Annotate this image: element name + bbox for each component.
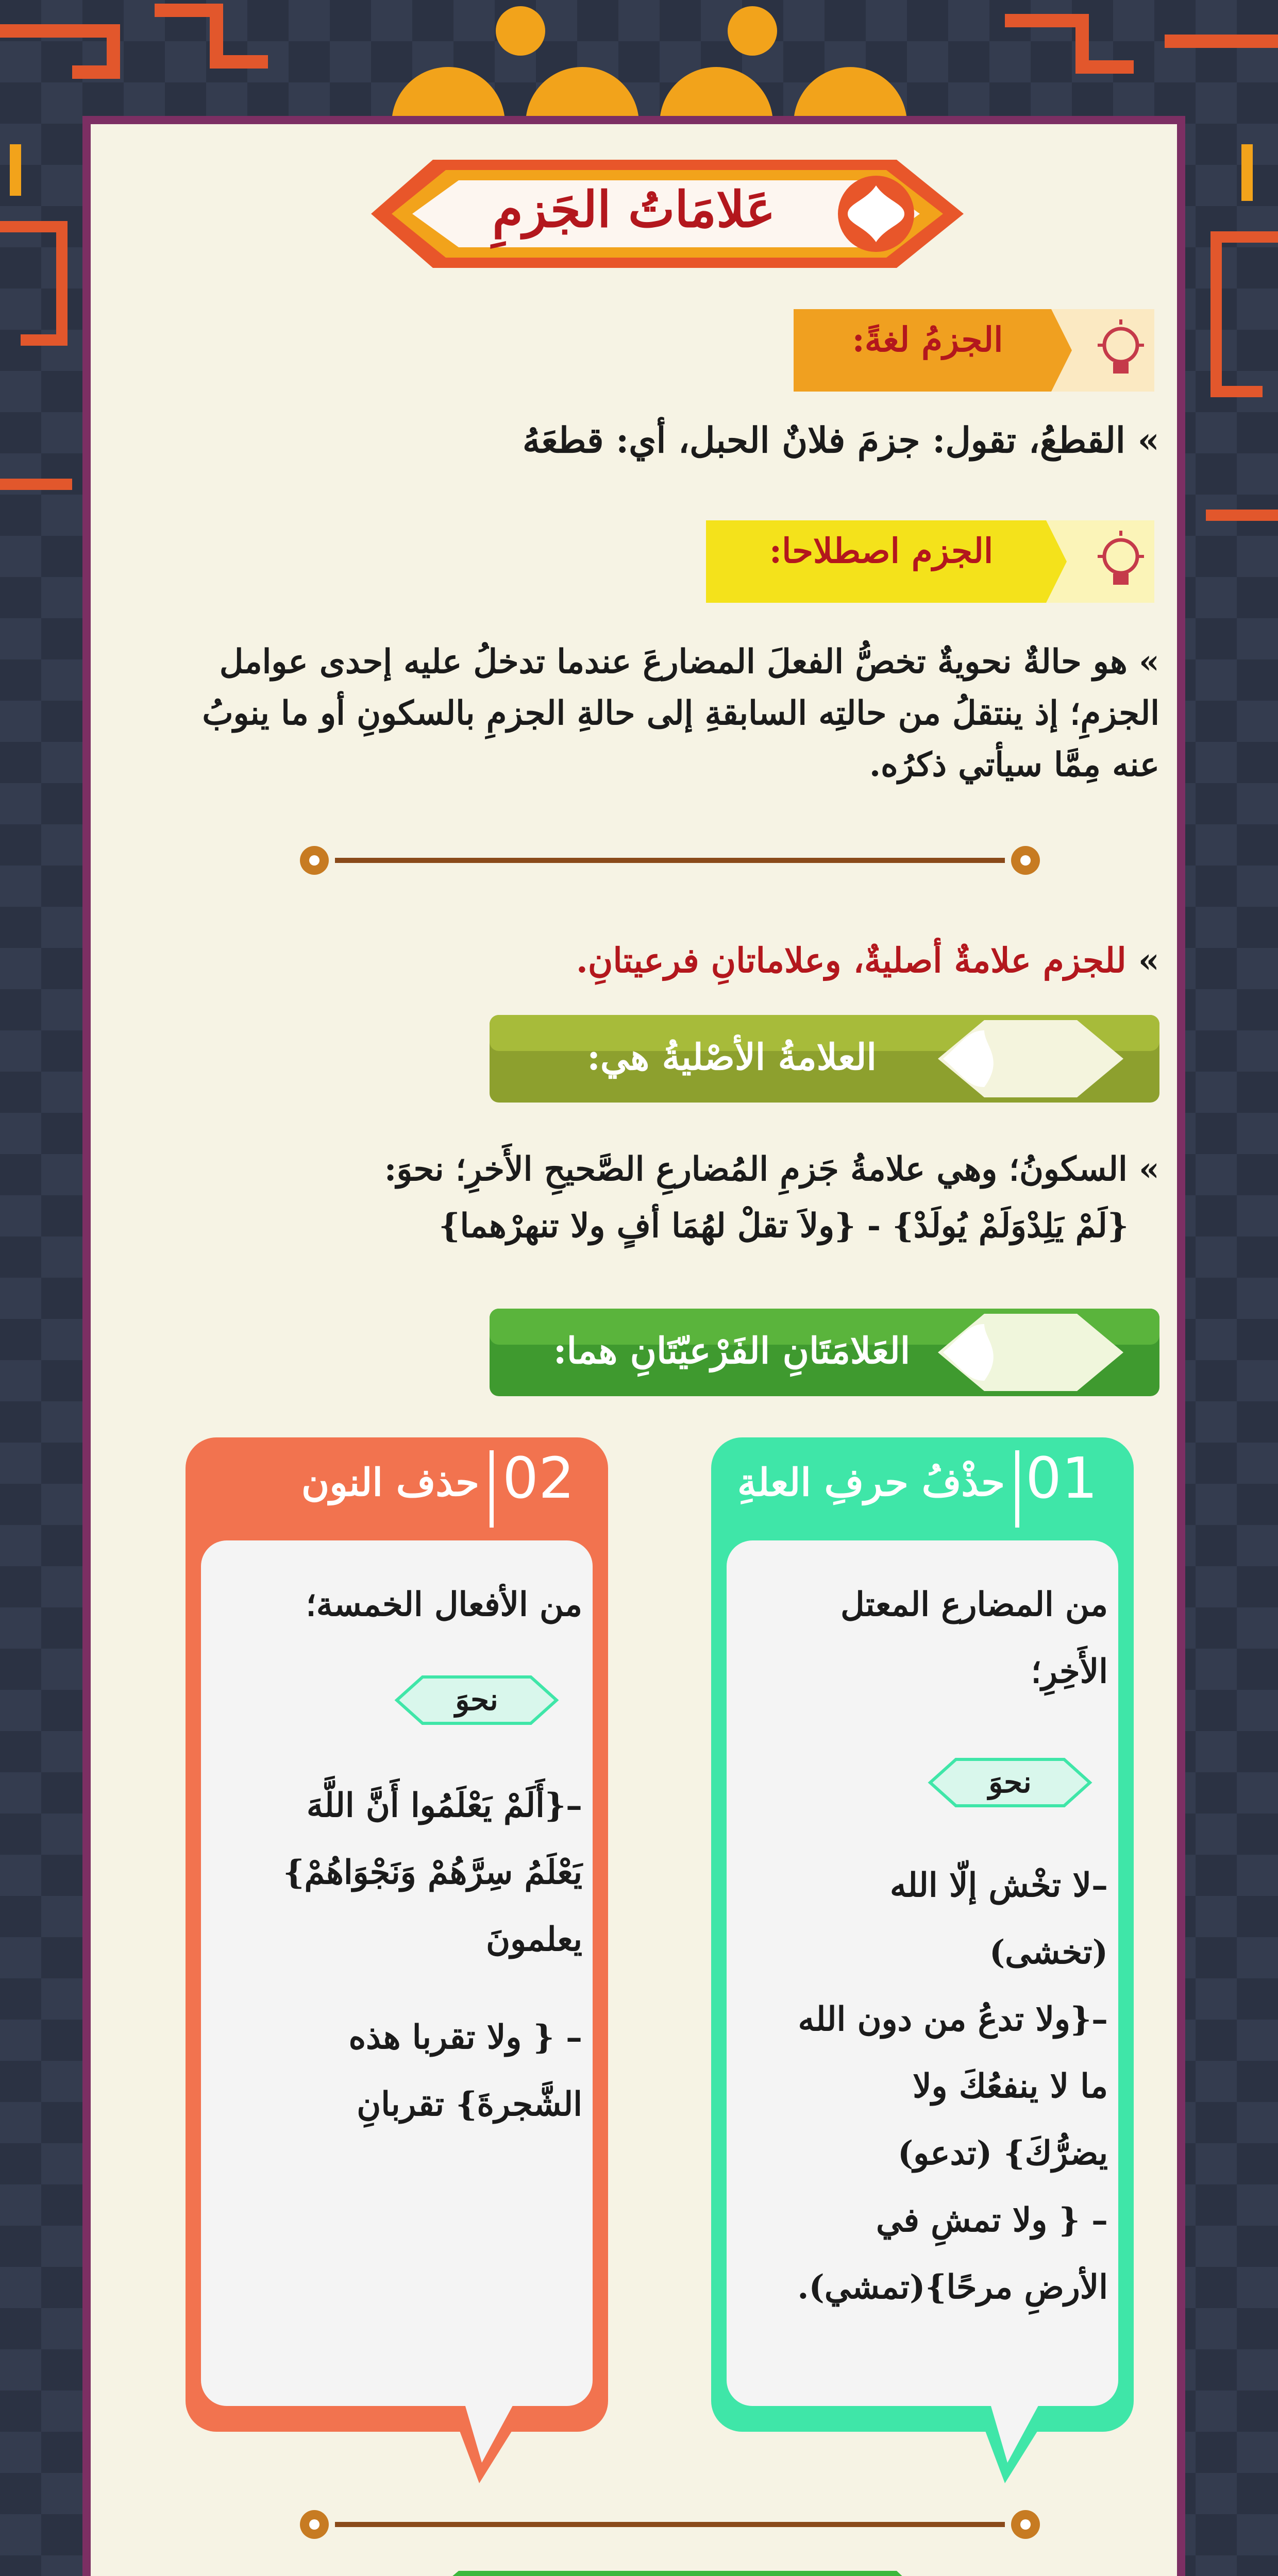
fariyya-heading: العَلامَتَانِ الفَرْعيّتَانِ هما: [553, 1329, 911, 1372]
lugha-heading: الجزمُ لغةً: [852, 319, 1003, 360]
card1-title: حذْفُ حرفِ العلةِ [737, 1461, 1005, 1505]
card1-examples [747, 1852, 1108, 2321]
card1-ex2-line2: ما لا ينفعُكَ ولا [913, 2067, 1108, 2106]
card1-number: 01 [1025, 1445, 1098, 1511]
lugha-text: القطعُ، تقول: جزمَ فلانٌ الحبل، أي: قطعَهُ [522, 420, 1125, 461]
card1-ex3-line2: الأرضِ مرحًا}(تمشي). [797, 2268, 1108, 2307]
card1-ex1-line1: –لا تخْش إلّا الله [889, 1866, 1108, 1905]
card2-ex2-line1: – { ولا تقربا هذه [348, 2018, 582, 2057]
card2-ex2-line2: الشَّجرةَ} تقربانِ [357, 2085, 582, 2124]
istilah-line-3: عنه مِمَّا سيأتي ذكرُه. [869, 745, 1159, 784]
bullet-lugha: » القطعُ، تقول: جزمَ فلانٌ الحبل، أي: قطعَهُ [522, 420, 1159, 461]
card1-line-1: من المضارع المعتل [840, 1585, 1108, 1624]
card2-line-1: من الأفعال الخمسة؛ [306, 1585, 582, 1624]
intro-line: » للجزم علامةٌ أصليةٌ، وعلاماتانِ فرعيتانِ. [576, 940, 1159, 980]
asliyya-line-1: السكونُ؛ وهي علامةُ جَزمِ المُضارعِ الصَّحيحِ الأَخرِ؛ نحوَ: [384, 1150, 1128, 1189]
asliyya-paragraph: » السكونُ؛ وهي علامةُ جَزمِ المُضارعِ الصَّحيحِ الأَخرِ؛ نحوَ: {لَمْ يَلِدْوَلَمْ يُولَدْ} - {ولاَ تقلْ لهُمَا أفٍ ولا تنهرْهما} [129, 1141, 1159, 1255]
asliyya-heading: العلامةُ الأصْليةُ هي: [587, 1036, 877, 1078]
card1-nahw-label: نحوَ [988, 1765, 1032, 1800]
asliyya-line-2: {لَمْ يَلِدْوَلَمْ يُولَدْ} - {ولاَ تقلْ لهُمَا أفٍ ولا تنهرْهما} [439, 1207, 1129, 1245]
card2-ex1-line2: يَعْلَمُ سِرَّهُمْ وَنَجْوَاهُمْ} [283, 1853, 582, 1892]
card1-tail [969, 2401, 1062, 2488]
card1-ex2-line3: يضرُّكَ} (تدعو) [897, 2134, 1108, 2173]
card2-ex1-line3: يعلمونَ [486, 1920, 582, 1959]
bulb-icon [1092, 317, 1149, 384]
card2-nahw-label: نحوَ [455, 1682, 498, 1717]
ornament-divider [294, 840, 1046, 881]
page-title: عَلامَاتُ الجَزمِ [492, 180, 776, 239]
intro-text: للجزم علامةٌ أصليةٌ، وعلاماتانِ فرعيتانِ. [576, 940, 1126, 980]
istilah-line-1: هو حالةٌ نحويةٌ تخصُّ الفعلَ المضارعَ عندما تدخلُ عليه إحدى عوامل [219, 642, 1128, 681]
ornament-divider-2 [294, 2504, 1046, 2545]
card2-title: حذف النون [301, 1461, 479, 1505]
card2-separator [490, 1450, 494, 1528]
card1-ex2-line1: –{ولا تدعُ من دون الله [798, 2000, 1108, 2039]
istilah-line-2: الجزمِ؛ إذ ينتقلُ من حالتِه السابقةِ إلى حالةِ الجزمِ بالسكونِ أو ما ينوبُ [202, 694, 1159, 733]
card1-line-2: الأَخِرِ؛ [1031, 1652, 1108, 1691]
card1-intro [747, 1571, 1108, 1705]
card2-number: 02 [502, 1445, 575, 1511]
istilah-heading: الجزم اصطلاحا: [769, 531, 994, 571]
card2-ex1-line1: –{أَلَمْ يَعْلَمُوا أَنَّ اللَّهَ [306, 1786, 582, 1825]
right-decoration [1185, 124, 1278, 587]
card2-intro [222, 1571, 582, 1638]
bulb-icon-2 [1092, 528, 1149, 595]
muarab-header-bg [402, 2566, 948, 2576]
card2-examples [222, 1772, 582, 2138]
card1-ex3-line1: – { ولا تمشِ في [876, 2201, 1108, 2240]
left-decoration [0, 124, 82, 587]
istilah-paragraph: » هو حالةٌ نحويةٌ تخصُّ الفعلَ المضارعَ عندما تدخلُ عليه إحدى عوامل الجزمِ؛ إذ ينتقلُ من حالتِه السابقةِ إلى حالةِ الجزمِ بالسكونِ أو ما ينوبُ عنه مِمَّا سيأتي ذكرُه. [129, 636, 1159, 791]
card1-separator [1015, 1450, 1019, 1528]
top-decoration [0, 0, 1278, 124]
card1-ex1-line2: (تخشى) [989, 1933, 1108, 1972]
card2-tail [443, 2401, 536, 2488]
